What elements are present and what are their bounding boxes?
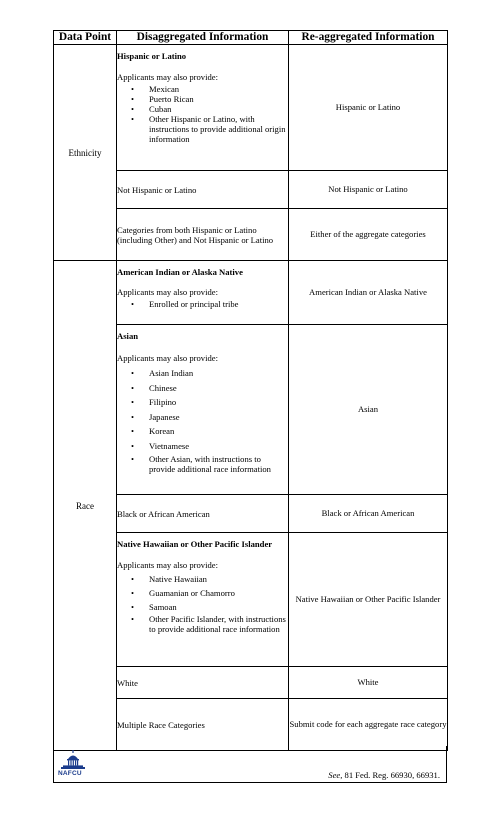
american-indian-title: American Indian or Alaska Native [117, 267, 243, 277]
list-item: • Other Asian, with instructions to provide additional race information [117, 454, 288, 474]
list-item: • Japanese [117, 410, 288, 425]
agg-asian: Asian [289, 325, 448, 495]
list-item: • Chinese [117, 381, 288, 396]
ethnicity-label: Ethnicity [54, 45, 117, 261]
cell-asian [117, 325, 289, 495]
native-hawaiian-title: Native Hawaiian or Other Pacific Islander [117, 539, 273, 549]
agg-not-hispanic: Not Hispanic or Latino [289, 171, 448, 209]
header-data-point: Data Point [54, 31, 117, 45]
list-item: • Guamanian or Chamorro [117, 586, 288, 600]
list-item: • Enrolled or principal tribe [117, 299, 288, 309]
header-disaggregated: Disaggregated Information [117, 31, 289, 45]
asian-list [117, 366, 288, 474]
cell-both-categories: Categories from both Hispanic or Latino (including Other) and Not Hispanic or Latino [117, 209, 289, 261]
citation-see: See [328, 770, 341, 780]
list-item: • Korean [117, 424, 288, 439]
footer [53, 746, 447, 783]
list-item: • Puerto Rican [117, 94, 288, 104]
list-item: • Asian Indian [117, 366, 288, 381]
citation [328, 770, 440, 780]
hispanic-title: Hispanic or Latino [117, 51, 187, 61]
cell-black: Black or African American [117, 495, 289, 533]
agg-white: White [289, 667, 448, 699]
table-header-row [54, 31, 448, 45]
list-item: • Mexican [117, 84, 288, 94]
american-indian-intro: Applicants may also provide: [117, 287, 218, 297]
race-label: Race [54, 261, 117, 751]
table-row [54, 45, 448, 171]
cell-not-hispanic: Not Hispanic or Latino [117, 171, 289, 209]
list-item: • Other Hispanic or Latino, with instructions to provide additional origin information [117, 114, 288, 144]
cell-native-hawaiian [117, 533, 289, 667]
list-item: • Samoan [117, 600, 288, 614]
logo-text: NAFCU [58, 770, 82, 777]
cell-american-indian [117, 261, 289, 325]
cell-hispanic [117, 45, 289, 171]
cell-white: White [117, 667, 289, 699]
header-reaggregated: Re-aggregated Information [289, 31, 448, 45]
data-table [53, 30, 448, 751]
list-item: • Other Pacific Islander, with instructions to provide additional race information [117, 614, 288, 634]
agg-multiple: Submit code for each aggregate race category [289, 699, 448, 751]
agg-black: Black or African American [289, 495, 448, 533]
agg-hispanic: Hispanic or Latino [289, 45, 448, 171]
native-hawaiian-list [117, 572, 288, 634]
list-item: • Filipino [117, 395, 288, 410]
asian-intro: Applicants may also provide: [117, 353, 218, 363]
list-item: • Native Hawaiian [117, 572, 288, 586]
list-item: • Vietnamese [117, 439, 288, 454]
agg-both-categories: Either of the aggregate categories [289, 209, 448, 261]
citation-reference: , 81 Fed. Reg. 66930, 66931. [340, 770, 440, 780]
hispanic-list [117, 84, 288, 144]
hispanic-intro: Applicants may also provide: [117, 72, 218, 82]
agg-native-hawaiian: Native Hawaiian or Other Pacific Islander [289, 533, 448, 667]
cell-multiple: Multiple Race Categories [117, 699, 289, 751]
native-hawaiian-intro: Applicants may also provide: [117, 560, 218, 570]
agg-american-indian: American Indian or Alaska Native [289, 261, 448, 325]
american-indian-list [117, 299, 288, 309]
table-row [54, 261, 448, 325]
list-item: • Cuban [117, 104, 288, 114]
asian-title: Asian [117, 331, 139, 341]
